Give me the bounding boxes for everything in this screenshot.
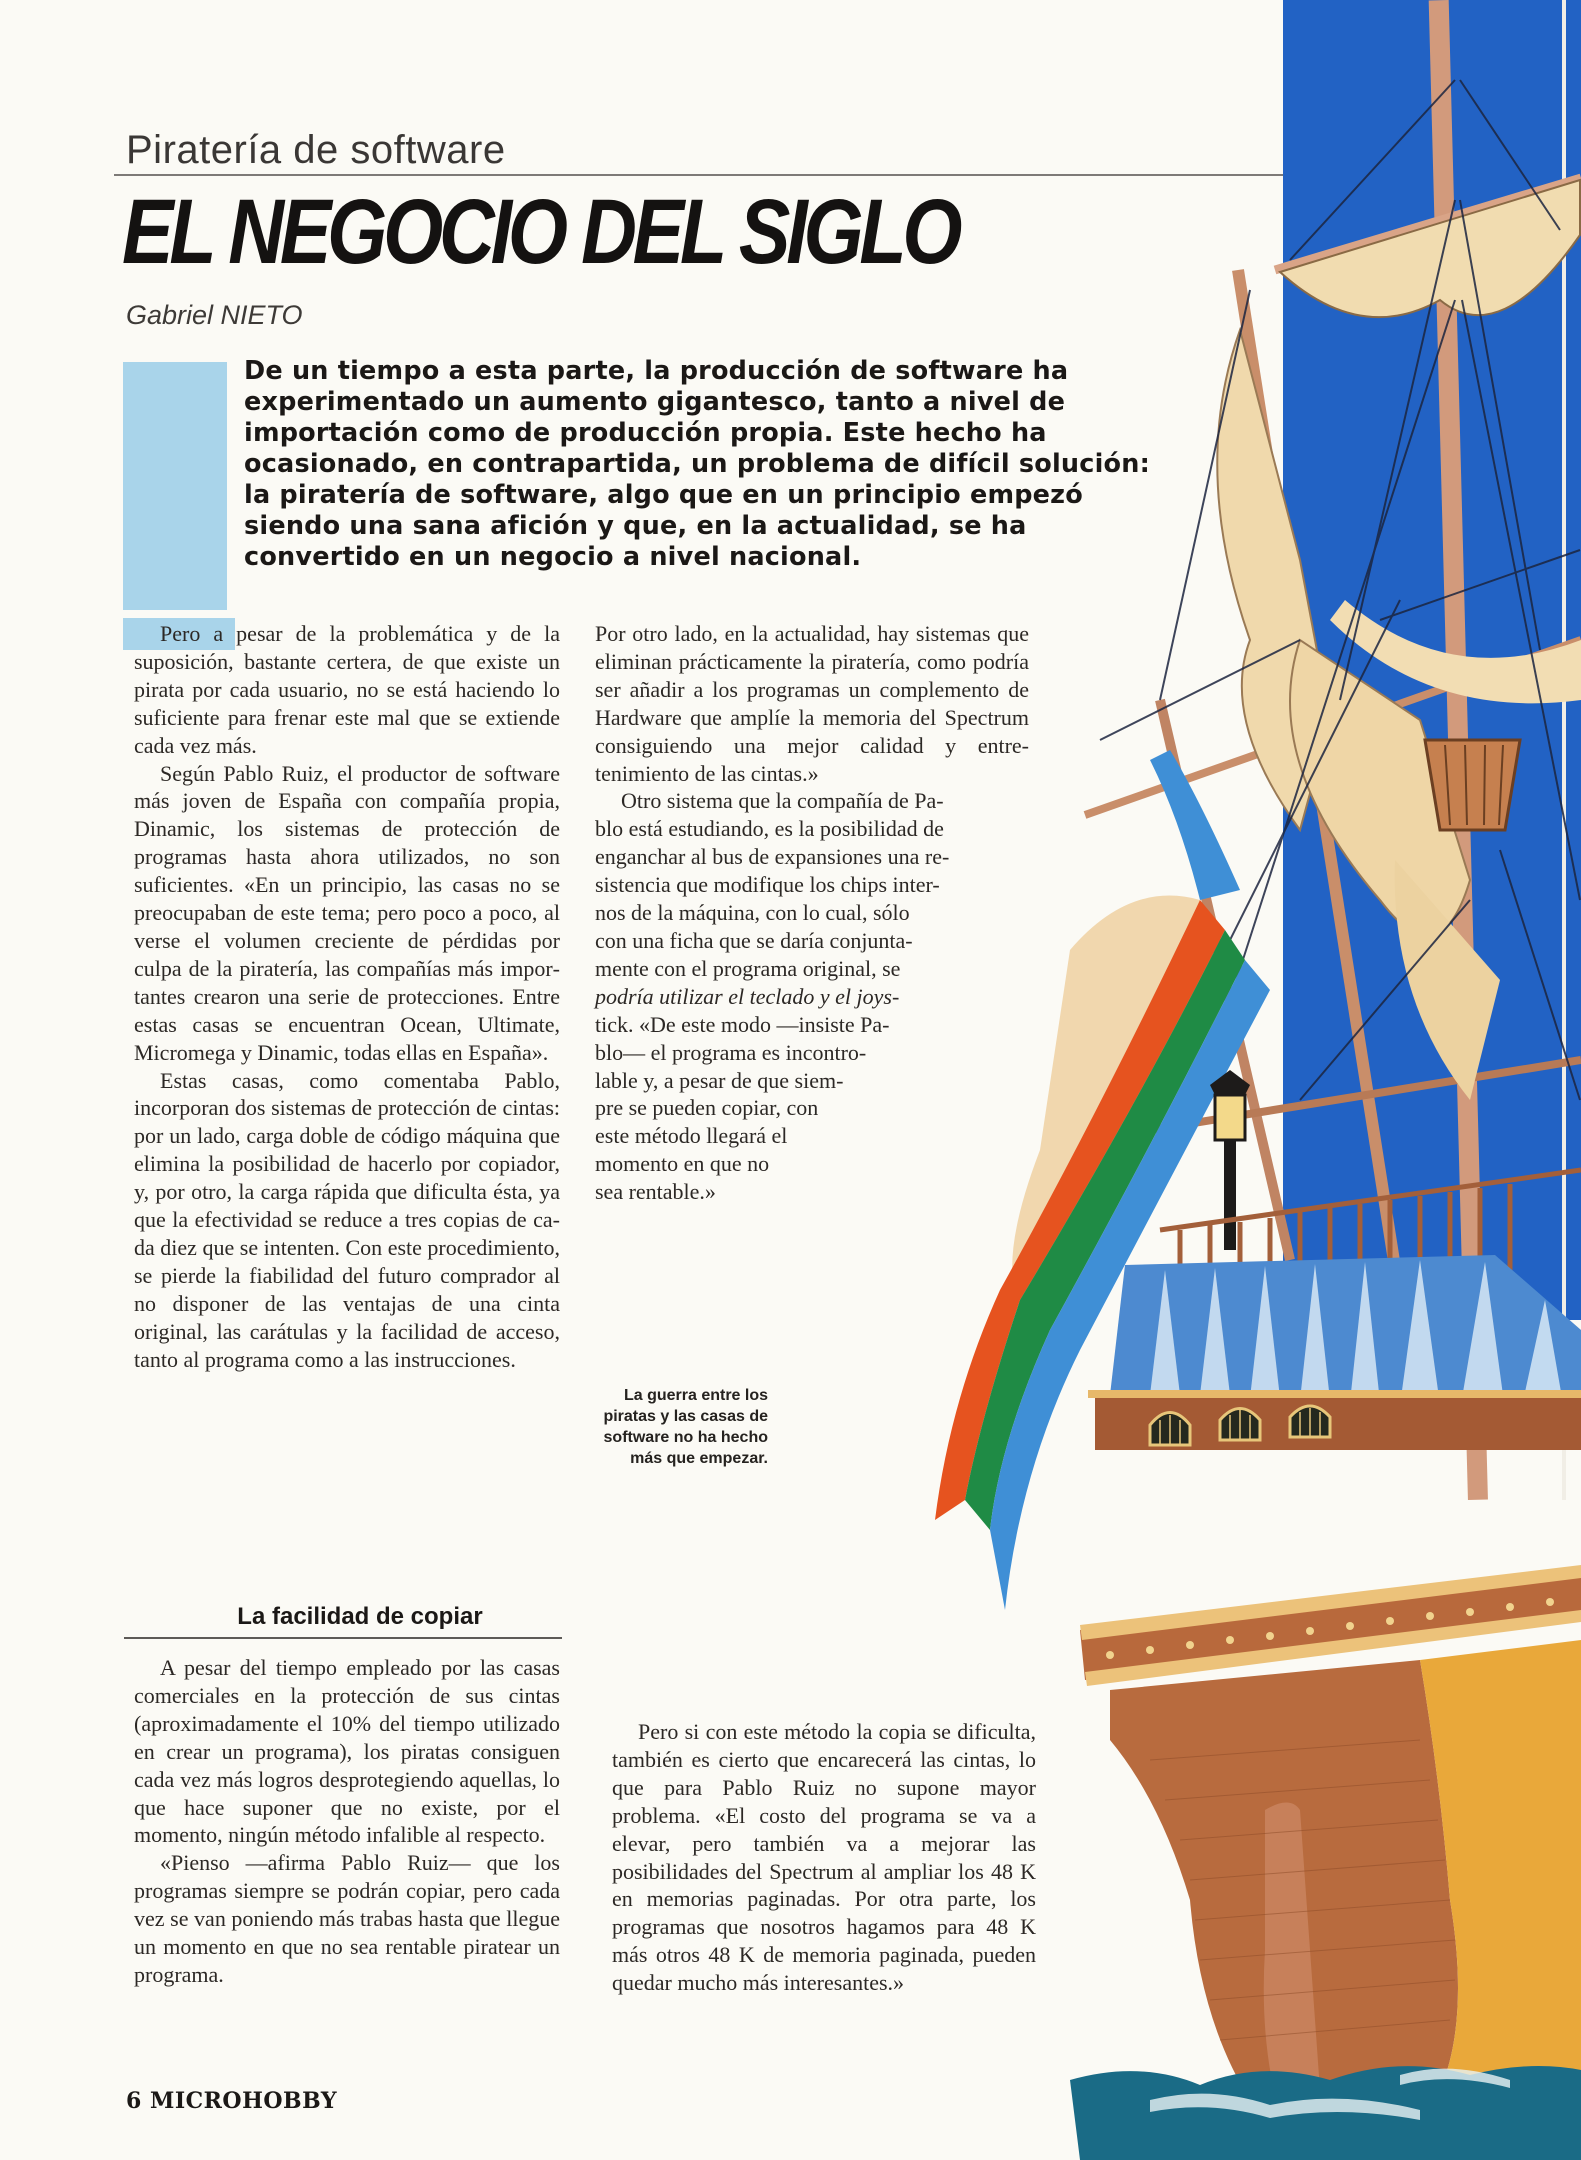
galleon-ship-illustration bbox=[800, 0, 1581, 2160]
text-line: mente con el programa original, se bbox=[595, 955, 901, 981]
text-line: momento en que no bbox=[595, 1151, 770, 1177]
crows-nest bbox=[1425, 740, 1520, 830]
page-number: 6 bbox=[126, 2088, 142, 2114]
text-line-italic: podría utilizar el teclado y el joys- bbox=[595, 983, 900, 1009]
article-headline: EL NEGOCIO DEL SIGLO bbox=[122, 181, 959, 283]
text-line: nos de la máquina, con lo cual, sólo bbox=[595, 900, 910, 926]
text-line: enganchar al bus de expansiones una re- bbox=[595, 844, 950, 870]
text-line: este método llegará el bbox=[595, 1123, 788, 1149]
subheading-rule bbox=[124, 1637, 562, 1639]
page-footer bbox=[126, 2088, 337, 2114]
body-paragraph: A pesar del tiempo empleado por las casas comerciales en la protección de sus cintas (aproximadamente el 10% del tiempo utilizado en crear un programa), los piratas consiguen cada vez más logros desprotegiendo aquellas, lo que hace suponer que no existe, por el momento, ningún método infalible al respecto. bbox=[134, 1655, 560, 1848]
text-line: con una ficha que se daría conjunta- bbox=[595, 927, 913, 953]
text-line: Otro sistema que la compañía de Pa- bbox=[621, 788, 944, 814]
body-paragraph: Por otro lado, en la actualidad, hay sistemas que eliminan prácticamente la piratería, como podría ser añadir a los programas un complemento de Hardware que amplíe la memoria del Spectrum consiguiendo una mejor calidad y entretenimiento de las cintas.» bbox=[595, 621, 1029, 786]
text-line: blo— el programa es incontro- bbox=[595, 1039, 867, 1065]
text-line: lable y, a pesar de que siem- bbox=[595, 1067, 844, 1093]
lead-color-block bbox=[123, 362, 227, 610]
body-paragraph: Según Pablo Ruiz, el productor de software más joven de España con compañía propia, Dinamic, los sistemas de protección de programas hasta ahora utilizados, no son suficientes. «En un principio, las casas no se preocupaban de este tema; pero poco a poco, al verse el volumen creciente de pérdidas por culpa de la piratería, las compañías más importantes crearon una serie de protecciones. Entre estas casas se encuentran Ocean, Ultimate, Micromega y Dinamic, todas ellas en España». bbox=[134, 760, 560, 1065]
body-column-1 bbox=[134, 620, 560, 1373]
text-line: tick. «De este modo —insiste Pa- bbox=[595, 1011, 890, 1037]
body-column-1-continued bbox=[134, 1654, 560, 1989]
body-paragraph: «Pienso —afirma Pablo Ruiz— que los programas siempre se podrán copiar, pero cada vez se van poniendo más trabas hasta que llegue un momento en que no sea rentable piratear un programa. bbox=[134, 1850, 560, 1987]
body-paragraph: Estas casas, como comentaba Pablo, incorporan dos sistemas de protección de cintas: por un lado, carga doble de código máquina que elimina la posibilidad de hacerlo por copiador, y, por otro, la carga rápida que dificulta ésta, ya que la efectividad se reduce a tres copias de cada diez que se intenten. Con este procedimiento, se pierde la fiabilidad del futuro comprador al no disponer de las ventajas de una cinta original, las carátulas y la facilidad de acceso, tanto al programa como a las instrucciones. bbox=[134, 1067, 560, 1372]
subheading: La facilidad de copiar bbox=[237, 1603, 483, 1630]
image-caption: La guerra entre los piratas y las casas de software no ha hecho más que empezar. bbox=[603, 1387, 768, 1467]
text-line: sistencia que modifique los chips inter- bbox=[595, 872, 940, 898]
body-paragraph: Pero a pesar de la problemática y de la suposición, bastante certera, de que existe un pirata por cada usuario, no se está haciendo lo suficiente para frenar este mal que se extiende cada vez más. bbox=[134, 621, 560, 758]
text-line: pre se pueden copiar, con bbox=[595, 1095, 819, 1121]
text-line: blo está estudiando, es la posibilidad de bbox=[595, 816, 944, 842]
magazine-name: MICROHOBBY bbox=[149, 2088, 338, 2114]
author-byline: Gabriel NIETO bbox=[126, 300, 303, 330]
lead-paragraph: De un tiempo a esta parte, la producción de software ha experimentado un aumento gigantesco, tanto a nivel de importación como de producción propia. Este hecho ha ocasionado, en contrapartida, un problema de difícil solución: la piratería de software, algo que en un principio empezó siendo una sana afición y que, en la actualidad, se ha convertido en un negocio a nivel nacional. bbox=[244, 356, 1150, 572]
section-label: Piratería de software bbox=[126, 128, 506, 172]
body-paragraph: Pero si con este método la copia se dificulta, también es cierto que encarecerá las cintas, lo que para Pablo Ruiz no supone mayor problema. «El costo del programa se va a elevar, pero también va a mejorar las posibilidades del Spectrum al ampliar los 48 K en memorias paginadas. Por otra parte, los programas que nosotros hagamos para 48 K más otros 48 K de memoria paginada, pueden quedar mucho más interesantes.» bbox=[612, 1719, 1036, 1996]
text-line: sea rentable.» bbox=[595, 1179, 716, 1205]
